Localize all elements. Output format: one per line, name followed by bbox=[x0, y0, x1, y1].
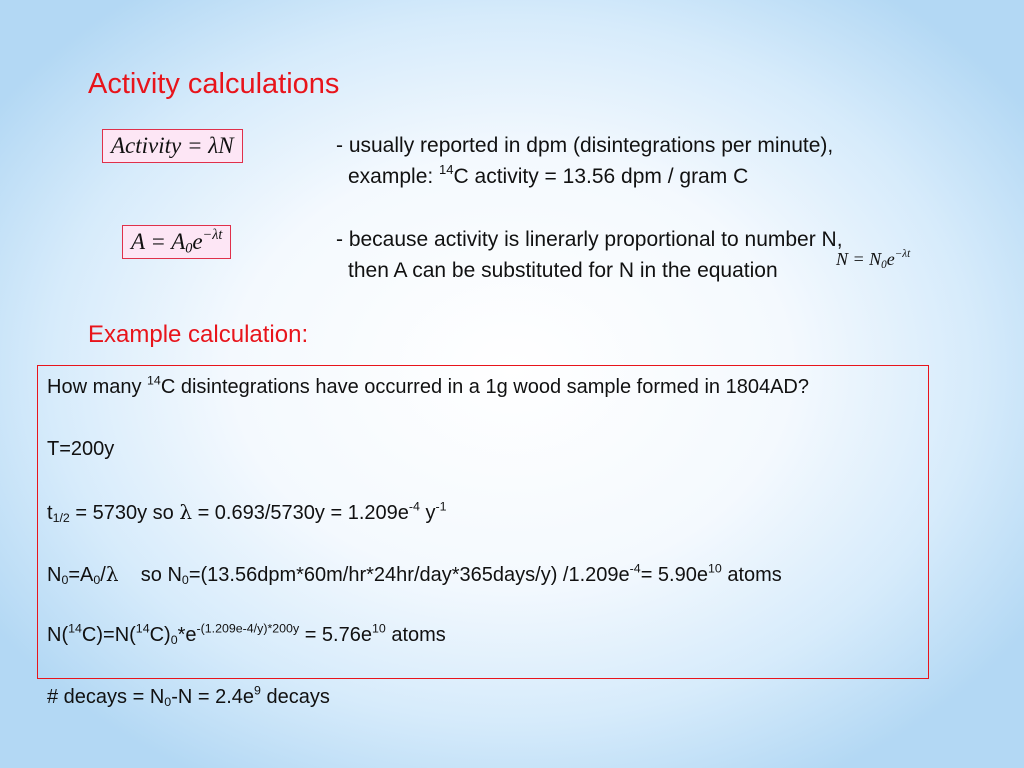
note-example: example: $^{14}$C activity = 13.56 dpm / gram C bbox=[348, 161, 749, 188]
slide-title: Activity calculations bbox=[88, 68, 340, 100]
n0-line: $N_0=A_0/\lambda$ so $N_0=(13.56dpm*60m/hr*24hr/day*365days/y)$ $/1.209e^{-4}= 5.90e^{10}$ atoms bbox=[47, 561, 782, 588]
decay-equation-A: $A = A_0e^{-\lambda t}$ bbox=[122, 225, 231, 259]
activity-equation: Activity = λN bbox=[102, 129, 243, 163]
note-units: - usually reported in dpm (disintegrations per minute), bbox=[336, 134, 834, 157]
example-heading: Example calculation: bbox=[88, 321, 309, 348]
decays-line: # decays = $N_0-N = 2.4e^9$ decays bbox=[47, 683, 330, 710]
question-line: How many $^{14}$C disintegrations have occurred in a 1g wood sample formed in 1804AD? bbox=[47, 373, 809, 398]
n-line: $N(^{14}C)=N(^{14}C)_0*e^{-(1.209e-4/y)*200y} = 5.76e^{10}$ atoms bbox=[47, 621, 446, 648]
half-life-line: $t_{1/2} = 5730y$ so $\lambda = 0.693/5730y = 1.209e^{-4}$ $y^{-1}$ bbox=[47, 499, 447, 526]
decay-equation-N: $N = N_0e^{-\lambda t}$ bbox=[836, 248, 911, 271]
note-proportional: - because activity is linerarly proportional to number N, bbox=[336, 228, 843, 251]
time-line: T=200y bbox=[47, 438, 115, 460]
note-substitute: then A can be substituted for N in the equation bbox=[348, 259, 778, 282]
